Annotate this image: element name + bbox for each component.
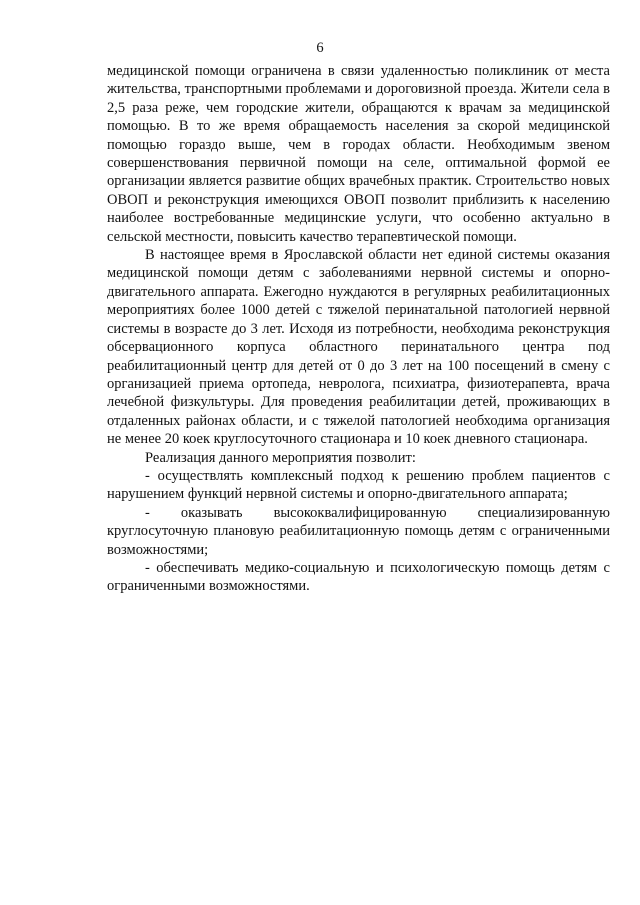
paragraph-rehabilitation-system: В настоящее время в Ярославской области нет единой системы оказания медицинской помощи детям с заболеваниями нервной системы и опорно-двигательного аппарата. Ежегодно нуждаются в регулярных реабилитационных мероприятиях более 1000 детей с тяжелой перинатальной патологией нервной системы в возрасте до 3 лет. Исходя из потребности, необходима реконструкция обсервационного корпуса областного перинатального центра под реабилитационный центр для детей от 0 до 3 лет на 100 посещений в смену с организацией приема ортопеда, невролога, психиатра, физиотерапевта, врача лечебной физкультуры. Для проведения реабилитации детей, проживающих в отдаленных районах области, и с тяжелой патологией необходима организация не менее 20 коек круглосуточного стационара и 10 коек дневного стационара. [107,247,610,448]
document-body [107,62,610,596]
list-item-specialized-care: - оказывать высококвалифицированную специализированную круглосуточную плановую реабилитационную помощь детям с ограниченными возможностями; [107,504,610,558]
page-number: 6 [316,40,324,56]
paragraph-implementation-intro: Реализация данного мероприятия позволит: [145,449,416,466]
list-item-social-psychological-help: - обеспечивать медико-социальную и психологическую помощь детям с ограниченными возможностями. [107,559,610,595]
paragraph-rural-care: медицинской помощи ограничена в связи удаленностью поликлиник от места жительства, транспортными проблемами и дороговизной проезда. Жители села в 2,5 раза реже, чем городские жители, обращаются к врачам за медицинской помощью. В то же время обращаемость населения за скорой медицинской помощью гораздо выше, чем в городах области. Необходимым звеном совершенствования первичной помощи на селе, оптимальной формой ее организации является развитие общих врачебных практик. Строительство новых ОВОП и реконструкция имеющихся ОВОП позволит приблизить к населению наиболее востребованные медицинские услуги, что особенно актуально в сельской местности, повысить качество терапевтической помощи. [107,63,610,245]
list-item-comprehensive-approach: - осуществлять комплексный подход к решению проблем пациентов с нарушением функций нервной системы и опорно-двигательного аппарата; [107,467,610,503]
